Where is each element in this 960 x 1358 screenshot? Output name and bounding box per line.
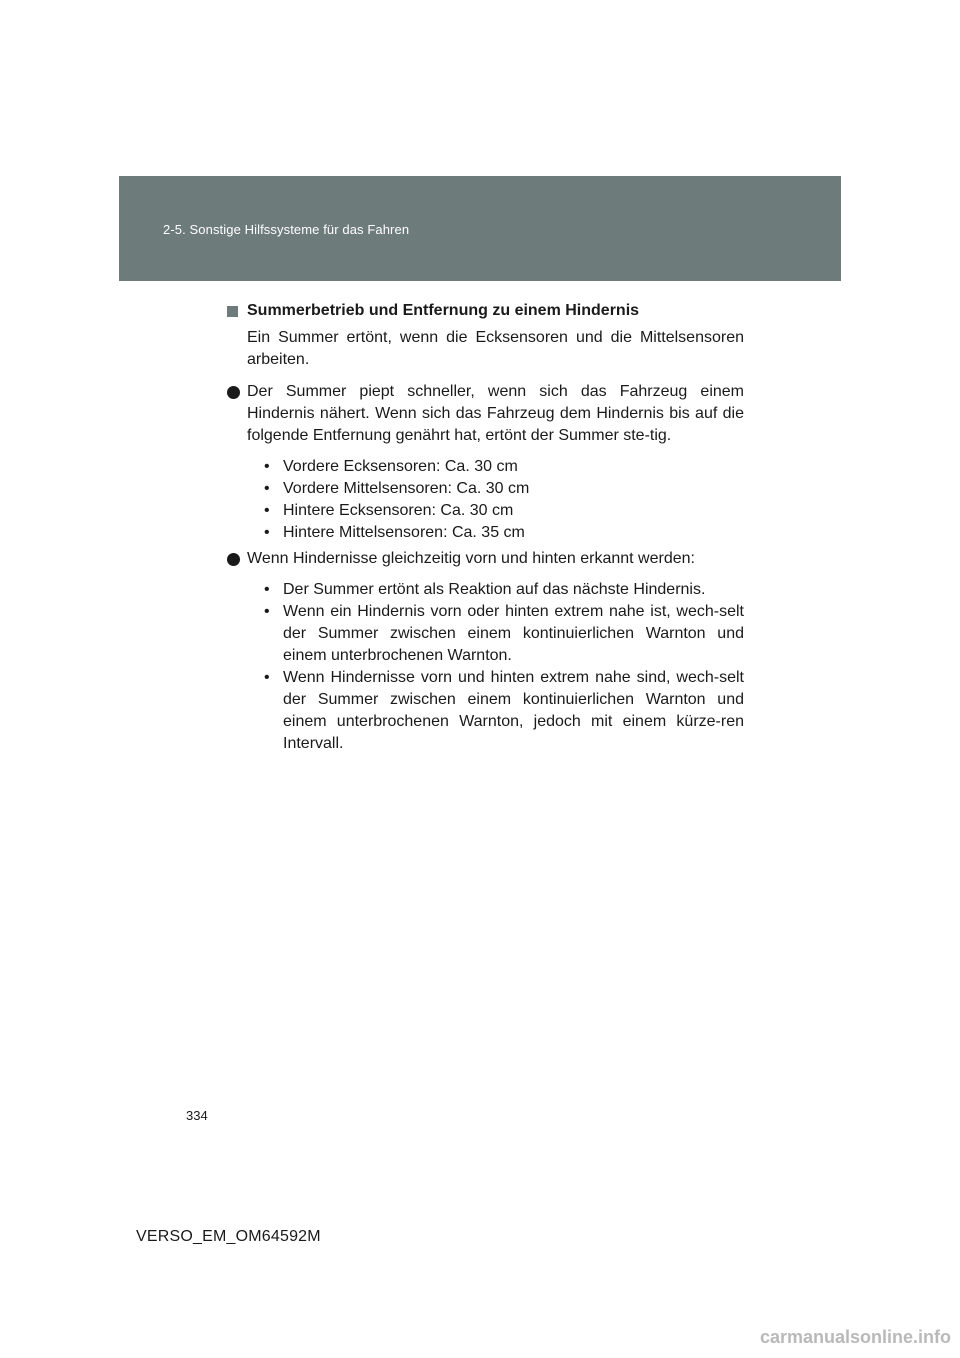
circle-bullet-icon xyxy=(227,553,240,566)
sub-list-item: • Vordere Mittelsensoren: Ca. 30 cm xyxy=(264,478,744,500)
page-number: 334 xyxy=(186,1108,208,1123)
sub-list-item: • Vordere Ecksensoren: Ca. 30 cm xyxy=(264,456,744,478)
page-content xyxy=(227,300,744,759)
sub-list-item: • Hintere Ecksensoren: Ca. 30 cm xyxy=(264,500,744,522)
sub-list-item: • Wenn Hindernisse vorn und hinten extrem nahe sind, wech-selt der Summer zwischen einem kontinuierlichen Warnton und einem unterbrochenen Warnton, jedoch mit einem kürze-ren Intervall. xyxy=(264,669,744,752)
sub-list-item: • Hintere Mittelsensoren: Ca. 35 cm xyxy=(264,522,744,544)
section-heading xyxy=(227,300,744,322)
square-bullet-icon xyxy=(227,306,238,317)
dot-bullet-icon: • xyxy=(264,603,270,620)
list-item-text: Der Summer piept schneller, wenn sich das Fahrzeug einem Hindernis nähert. Wenn sich das Fahrzeug dem Hindernis bis auf die folgende Entfernung genährt hat, ertönt der Summer ste-tig. xyxy=(247,383,744,444)
sub-list-item: • Wenn ein Hindernis vorn oder hinten extrem nahe ist, wech-selt der Summer zwischen einem kontinuierlichen Warnton und einem unterbrochenen Warnton. xyxy=(264,603,744,664)
behavior-list xyxy=(264,579,744,755)
list-item-text: Wenn Hindernisse gleichzeitig vorn und hinten erkannt werden: xyxy=(247,550,695,567)
dot-bullet-icon: • xyxy=(264,458,270,475)
watermark: carmanualsonline.info xyxy=(760,1327,952,1347)
dot-bullet-icon: • xyxy=(264,524,270,541)
dot-bullet-icon: • xyxy=(264,480,270,497)
dot-bullet-icon: • xyxy=(264,502,270,519)
dot-bullet-icon: • xyxy=(264,581,270,598)
dot-bullet-icon: • xyxy=(264,669,270,686)
section-title: 2-5. Sonstige Hilfssysteme für das Fahren xyxy=(163,222,410,237)
list-item xyxy=(227,381,744,447)
chapter-header xyxy=(119,176,841,281)
sub-list-item: • Der Summer ertönt als Reaktion auf das nächste Hindernis. xyxy=(264,579,744,601)
list-item xyxy=(227,548,744,570)
intro-paragraph: Ein Summer ertönt, wenn die Ecksensoren und die Mittelsensoren arbeiten. xyxy=(247,329,744,368)
document-code: VERSO_EM_OM64592M xyxy=(136,1228,321,1245)
circle-bullet-icon xyxy=(227,386,240,399)
distance-list xyxy=(264,456,744,544)
heading-text: Summerbetrieb und Entfernung zu einem Hindernis xyxy=(247,302,640,319)
